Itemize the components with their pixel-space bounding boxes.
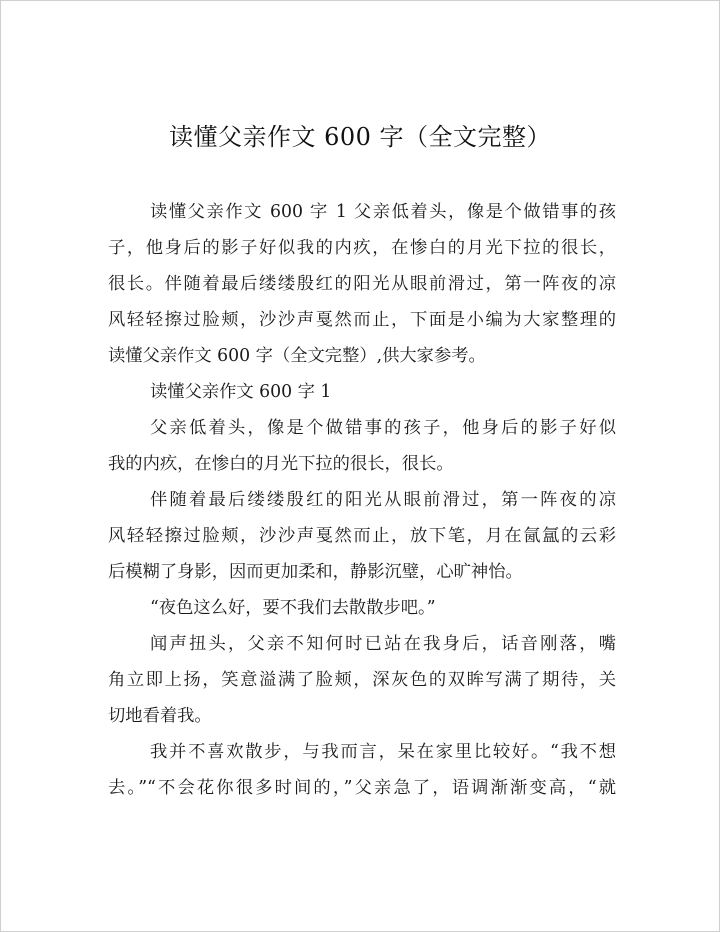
text-line: 读懂父亲作文 600 字 1 [150, 382, 332, 402]
text-line: “夜色这么好，要不我们去散散步吧。” [150, 598, 436, 618]
text-line: 子，他身后的影子好似我的内疚，在惨白的月光下拉的很长， [108, 238, 616, 258]
text-line: 读懂父亲作文 600 字 1 父亲低着头，像是个做错事的孩 [150, 202, 616, 222]
text-line: 我并不喜欢散步，与我而言，呆在家里比较好。“我不想 [150, 742, 616, 762]
text-line: 读懂父亲作文 600 字（全文完整）,供大家参考。 [108, 346, 486, 366]
text-line: 我的内疚，在惨白的月光下拉的很长，很长。 [108, 454, 454, 474]
text-line: 风轻轻擦过脸颊，沙沙声戛然而止，下面是小编为大家整理的 [108, 310, 616, 330]
text-line: 闻声扭头，父亲不知何时已站在我身后，话音刚落，嘴 [150, 634, 616, 654]
text-line: 切地看着我。 [108, 706, 212, 726]
text-line: 风轻轻擦过脸颊，沙沙声戛然而止，放下笔，月在氤氲的云彩 [108, 526, 616, 546]
document-body [108, 194, 616, 806]
text-line: 很长。伴随着最后缕缕殷红的阳光从眼前滑过，第一阵夜的凉 [108, 274, 616, 294]
text-line: 角立即上扬，笑意溢满了脸颊，深灰色的双眸写满了期待，关 [108, 670, 616, 690]
text-line: 父亲低着头，像是个做错事的孩子，他身后的影子好似 [150, 418, 616, 438]
text-line: 后模糊了身影，因而更加柔和，静影沉璧，心旷神怡。 [108, 562, 523, 582]
text-line: 伴随着最后缕缕殷红的阳光从眼前滑过，第一阵夜的凉 [150, 490, 616, 510]
text-line: 去。”“不会花你很多时间的，”父亲急了，语调渐渐变高，“就 [108, 778, 616, 798]
document-title: 读懂父亲作文 600 字（全文完整） [168, 123, 552, 151]
